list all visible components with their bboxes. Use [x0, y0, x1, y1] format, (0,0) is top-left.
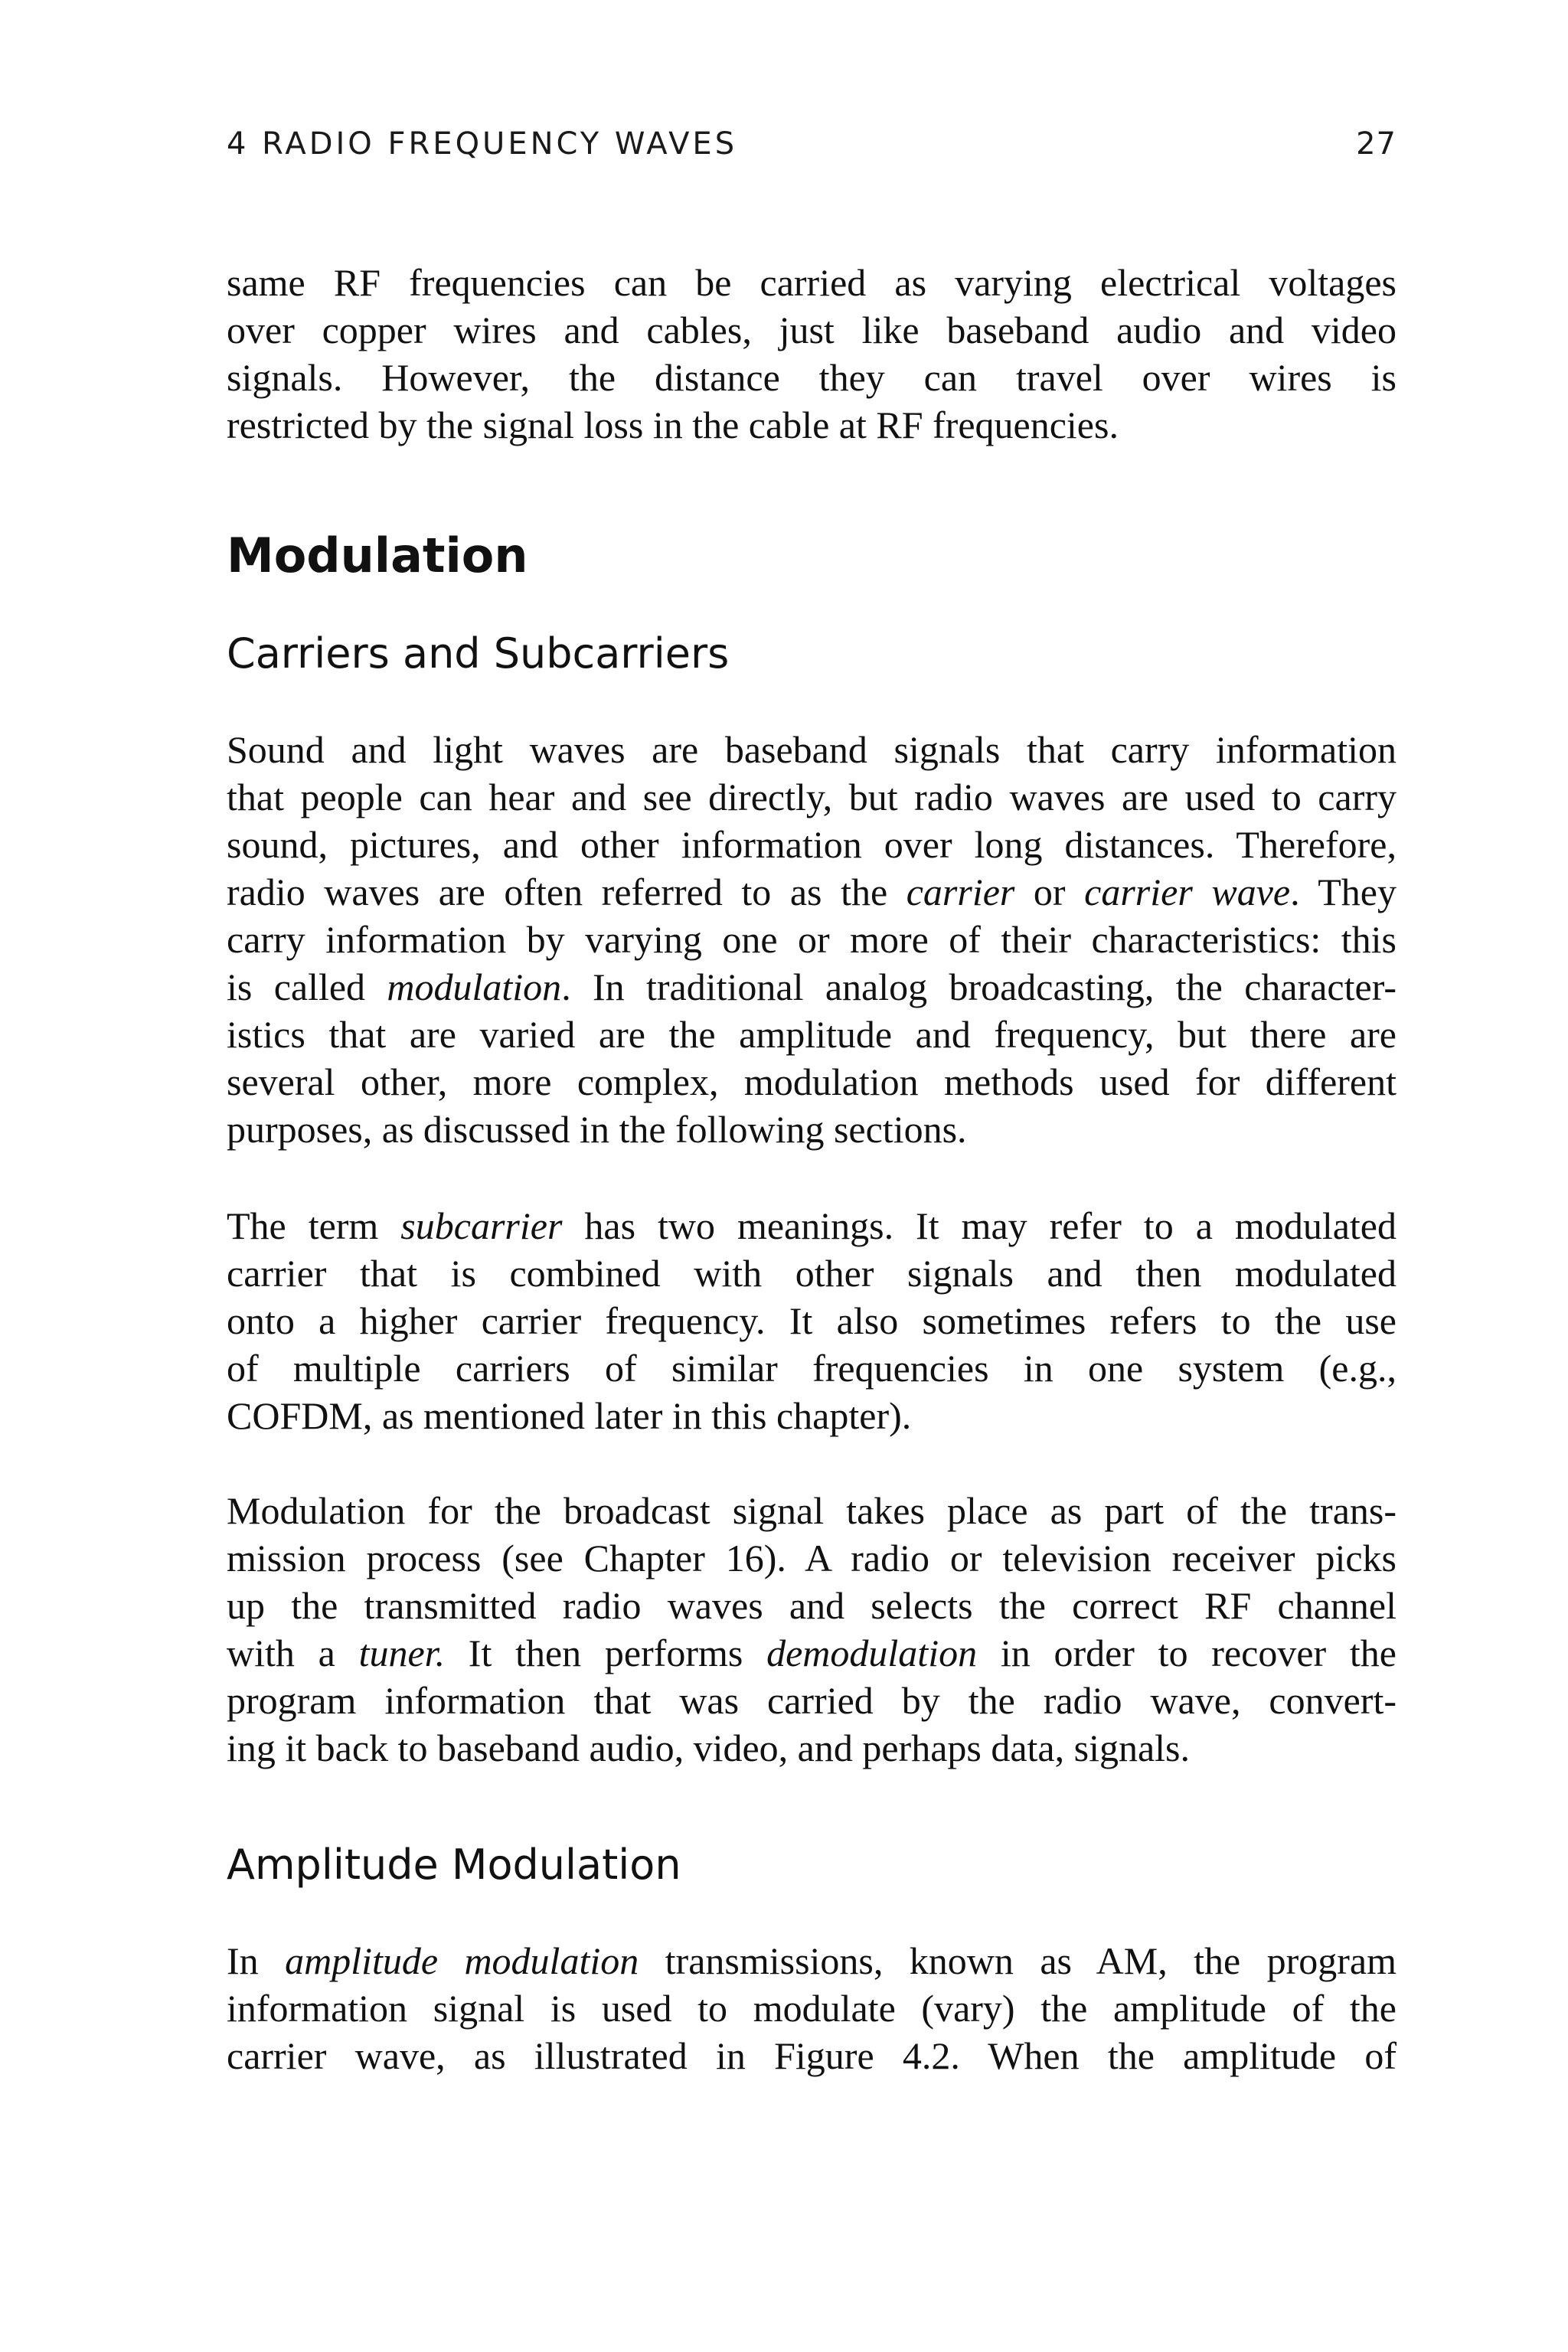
text-line: that people can hear and see directly, but radio waves are used to carry: [227, 776, 1396, 818]
italic-term-tuner: tuner.: [358, 1632, 446, 1674]
paragraph-amplitude-modulation: [227, 1937, 1396, 2079]
text-run: . They: [1290, 871, 1396, 913]
text-line: ing it back to baseband audio, video, and perhaps data, signals.: [227, 1726, 1191, 1769]
text-line: mission process (see Chapter 16). A radio or television receiver picks: [227, 1537, 1396, 1579]
text-line: carrier that is combined with other signals and then modulated: [227, 1252, 1396, 1295]
text-line: over copper wires and cables, just like baseband audio and video: [227, 309, 1396, 351]
text-run: The term: [227, 1204, 401, 1247]
text-run: . In traditional analog broadcasting, the character-: [561, 965, 1396, 1008]
text-line: restricted by the signal loss in the cable at RF frequencies.: [227, 403, 1119, 446]
text-line: information signal is used to modulate (vary) the amplitude of the: [227, 1987, 1396, 2030]
text-run: or: [1014, 871, 1085, 913]
text-line: several other, more complex, modulation methods used for different: [227, 1060, 1396, 1103]
text-run: In: [227, 1939, 286, 1982]
text-line: same RF frequencies can be carried as varying electrical voltages: [227, 261, 1396, 304]
intro-paragraph: [227, 259, 1396, 449]
text-line: [227, 1937, 1396, 1984]
text-line: [227, 963, 1396, 1011]
text-run: radio waves are often referred to as the: [227, 871, 906, 913]
text-line: istics that are varied are the amplitude and frequency, but there are: [227, 1013, 1396, 1056]
text-line: carry information by varying one or more of their characteristics: this: [227, 918, 1396, 961]
text-line: Sound and light waves are baseband signals that carry information: [227, 728, 1396, 771]
text-line: up the transmitted radio waves and selects the correct RF channel: [227, 1584, 1396, 1627]
text-line: of multiple carriers of similar frequencies in one system (e.g.,: [227, 1347, 1396, 1390]
text-run: transmissions, known as AM, the program: [639, 1939, 1396, 1982]
italic-term-carrier-wave: carrier wave: [1084, 871, 1291, 913]
section-title: Modulation: [227, 528, 528, 583]
paragraph-carriers: [227, 726, 1396, 1153]
text-line: [227, 1629, 1396, 1677]
italic-term-modulation: modulation: [387, 965, 562, 1008]
text-run: is called: [227, 965, 387, 1008]
subsection-title-amplitude-modulation: Amplitude Modulation: [227, 1841, 681, 1889]
text-run: with a: [227, 1632, 359, 1674]
subsection-title-carriers: Carriers and Subcarriers: [227, 629, 730, 678]
text-line: sound, pictures, and other information over long distances. Therefore,: [227, 823, 1396, 866]
text-line: [227, 868, 1396, 916]
italic-term-carrier: carrier: [906, 871, 1015, 913]
text-line: onto a higher carrier frequency. It also sometimes refers to the use: [227, 1299, 1396, 1342]
text-run: in order to recover the: [977, 1632, 1396, 1674]
paragraph-demodulation: [227, 1487, 1396, 1772]
paragraph-subcarrier: [227, 1202, 1396, 1439]
chapter-label: 4 RADIO FREQUENCY WAVES: [227, 126, 738, 162]
text-line: carrier wave, as illustrated in Figure 4.2. When the amplitude of: [227, 2034, 1396, 2077]
text-line: Modulation for the broadcast signal takes place as part of the trans-: [227, 1489, 1396, 1532]
italic-term-amplitude-modulation: amplitude modulation: [285, 1939, 639, 1982]
text-run: has two meanings. It may refer to a modulated: [562, 1204, 1396, 1247]
text-line: purposes, as discussed in the following sections.: [227, 1108, 967, 1151]
text-line: COFDM, as mentioned later in this chapter).: [227, 1394, 912, 1437]
page-number: 27: [1356, 126, 1396, 162]
text-line: signals. However, the distance they can travel over wires is: [227, 356, 1396, 399]
running-head: [227, 121, 1396, 167]
text-run: It then performs: [445, 1632, 767, 1674]
text-line: [227, 1202, 1396, 1250]
italic-term-demodulation: demodulation: [766, 1632, 978, 1674]
text-line: program information that was carried by the radio wave, convert-: [227, 1679, 1396, 1722]
italic-term-subcarrier: subcarrier: [400, 1204, 563, 1247]
